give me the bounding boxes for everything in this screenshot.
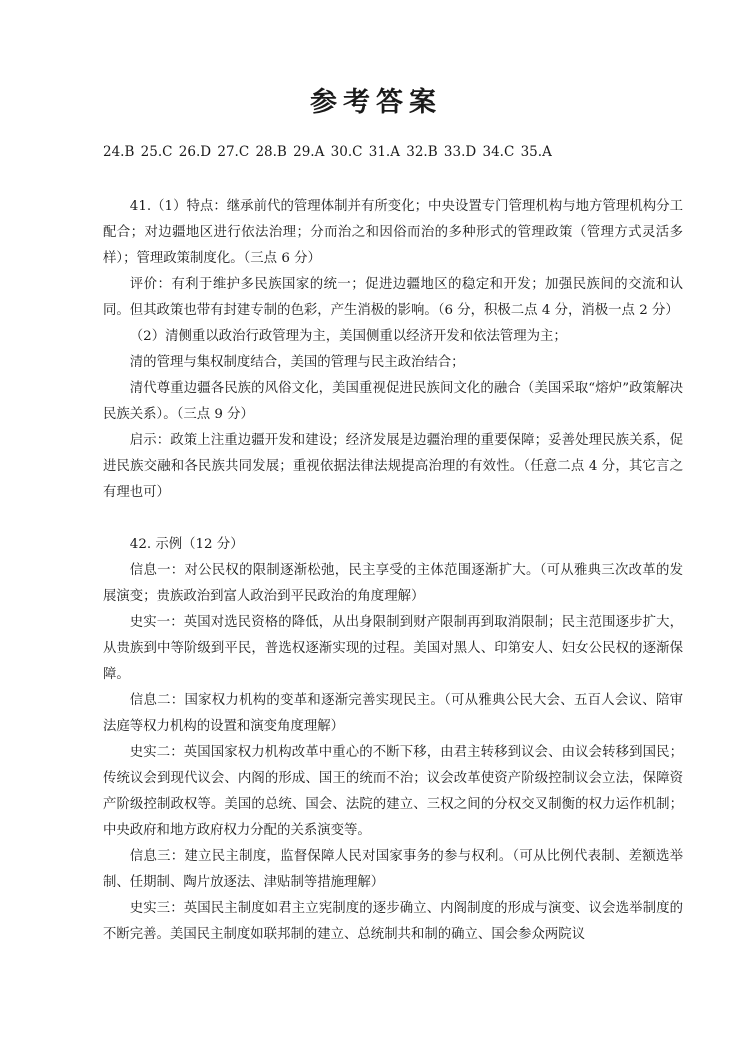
q42-info-2: 信息二：国家权力机构的变革和逐渐完善实现民主。（可从雅典公民大会、五百人会议、陪审法庭等权力机构的设置和演变角度理解） (103, 693, 683, 734)
q42-fact-1: 史实一：英国对选民资格的降低，从出身限制到财产限制再到取消限制；民主范围逐步扩大，从贵族到中等阶级到平民，普选权逐渐实现的过程。美国对黑人、印第安人、妇女公民权的逐渐保障。 (103, 615, 683, 682)
q42-heading: 42. 示例（12 分） (129, 537, 244, 552)
answer-content (103, 194, 683, 948)
q41-insight: 启示：政策上注重边疆开发和建设；经济发展是边疆治理的重要保障；妥善处理民族关系，促进民族交融和各民族共同发展；重视依据法律法规提高治理的有效性。（任意二点 4 分，其它言之有理也可） (103, 433, 683, 500)
multiple-choice-answers: 24.B 25.C 26.D 27.C 28.B 29.A 30.C 31.A 32.B 33.D 34.C 35.A (103, 144, 552, 160)
q41-part1-features: 41.（1）特点：继承前代的管理体制并有所变化；中央设置专门管理机构与地方管理机构分工配合；对边疆地区进行依法治理；分而治之和因俗而治的多种形式的管理政策（管理方式灵活多样）；管理政策制度化。（三点 6 分） (103, 199, 683, 266)
q41-part1-evaluation: 评价：有利于维护多民族国家的统一；促进边疆地区的稳定和开发；加强民族间的交流和认同。但其政策也带有封建专制的色彩，产生消极的影响。（6 分，积极二点 4 分，消极一点 2 分） (103, 277, 683, 318)
q41-part2-point2: 清的管理与集权制度结合，美国的管理与民主政治结合； (129, 355, 465, 370)
page-title: 参考答案 (310, 87, 442, 118)
q41-part2-point3: 清代尊重边疆各民族的风俗文化，美国重视促进民族间文化的融合（美国采取“熔炉”政策解决民族关系）。（三点 9 分） (103, 381, 683, 422)
q41-part2-point1: （2）清侧重以政治行政管理为主，美国侧重以经济开发和依法管理为主； (129, 329, 567, 344)
q42-info-1: 信息一：对公民权的限制逐渐松弛，民主享受的主体范围逐渐扩大。（可从雅典三次改革的发展演变；贵族政治到富人政治到平民政治的角度理解） (103, 563, 683, 604)
q42-fact-2: 史实二：英国国家权力机构改革中重心的不断下移，由君主转移到议会、由议会转移到国民；传统议会到现代议会、内阁的形成、国王的统而不治；议会改革使资产阶级控制议会立法，保障资产阶级控制政权等。美国的总统、国会、法院的建立、三权之间的分权交叉制衡的权力运作机制；中央政府和地方政府权力分配的关系演变等。 (103, 745, 683, 838)
q42-fact-3: 史实三：英国民主制度如君主立宪制度的逐步确立、内阁制度的形成与演变、议会选举制度的不断完善。美国民主制度如联邦制的建立、总统制共和制的确立、国会参众两院议 (103, 901, 683, 942)
q42-info-3: 信息三：建立民主制度，监督保障人民对国家事务的参与权利。（可从比例代表制、差额选举制、任期制、陶片放逐法、津贴制等措施理解） (103, 849, 683, 890)
